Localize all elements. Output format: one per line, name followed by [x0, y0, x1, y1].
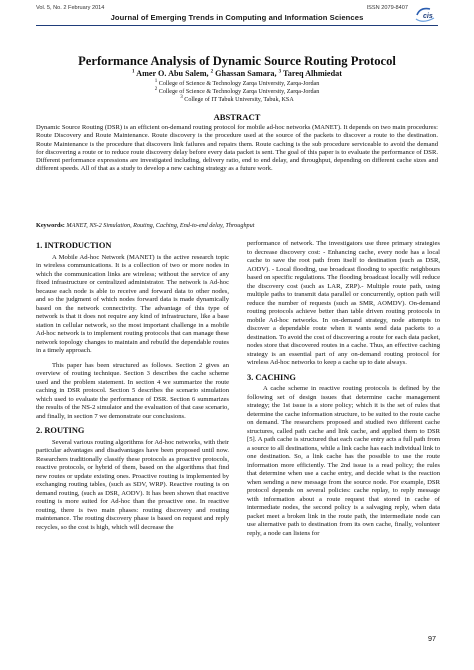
section-heading: 2. ROUTING: [36, 426, 85, 435]
author-mark: 2: [210, 69, 214, 75]
affiliation-mark: 2: [154, 86, 158, 92]
page-number: 97: [428, 634, 436, 643]
affiliation-mark: 3: [180, 94, 183, 100]
body-paragraph: Several various routing algorithms for Ad-hoc networks, with their particular advantages and disadvantages have been proposed until now. Researchers traditionally classify these protocols as proactive protocols, reactive protocols, or hybrid of them, based on the algorithms that find new routes or update existing ones. Proactive routing is implemented by exchanging routing tables, (such as SDV, WRP). Reactive routing is on demand routing, (such as DSR, AODV). It has been shown that reactive routing is more suited for Ad-hoc than the proactive one. In reactive routing, there is two main phases: routing discovery and routing maintenance. The routing discovery phase is based on request and reply recycles, so the cost is high, which will decrease the: [36, 438, 229, 531]
author-name: Tareq Alhmiedat: [283, 69, 342, 78]
keywords-label: Keywords:: [36, 222, 65, 229]
journal-name: Journal of Emerging Trends in Computing and Information Sciences: [110, 13, 364, 22]
affiliation: [0, 94, 474, 103]
author-list: [0, 69, 474, 78]
affiliation: [0, 78, 474, 87]
volume-info: Vol. 5, No. 2 February 2014: [36, 5, 105, 11]
author-mark: 3: [278, 69, 282, 75]
abstract-text: Dynamic Source Routing (DSR) is an efficient on-demand routing protocol for mobile ad-hoc networks (MANET). It depends on two main procedures: Route Discovery and Route Maintenance. Route discovery is the procedure used at the source of the packets to discover a route to the destination. Route Maintenance is the procedure that discovers link failures and repairs them. Route caching is the sub procedure serviceable to avoid the demand for discovering a route or to reduce route discovery delay before every data packet is sent. The goal of this paper is to evaluate the performance of DSR. Different performance expressions are investigated including, delivery ratio, end to end delay, and throughput, depending on different cache sizes and different speeds. All of that as a study to develop a new caching strategy as a future work.: [36, 124, 438, 173]
journal-logo-icon: [414, 6, 440, 24]
section-heading: 3. CACHING: [247, 372, 296, 382]
author-mark: 1: [132, 69, 135, 75]
affiliation-text: College of Science & Technology Zarqa University, Zarqa-Jordan: [158, 89, 320, 95]
paper-title: Performance Analysis of Dynamic Source Routing Protocol: [78, 54, 396, 68]
header-rule: [36, 25, 438, 26]
affiliation: [0, 86, 474, 95]
body-paragraph: A Mobile Ad-hoc Network (MANET) is the active research topic in wireless communications. It is a collection of two or more nodes in which the communication links are wireless; without the service of any fixed infrastructure or centralized administrator. The network is Ad-hoc because each node is able to receive and forward data to other nodes, and so the judgment of which nodes forward data is made dynamically based on the network connectivity. The advantage of this type of network is that it does not require any kind of infrastructure, like a base station in cellular network, so the most important challenge in a mobile Ad-hoc network is to implement routing protocols that can manage these network topology changes to maintain and rebuild the dependable routes in a timely approach.: [36, 253, 229, 354]
affiliation-text: College of Science & Technology Zarqa University, Zarqa-Jordan: [158, 81, 320, 87]
affiliation-text: College of IT Tabuk University, Tabuk, KSA: [184, 97, 294, 103]
author-name: Amer O. Abu Salem,: [136, 69, 211, 78]
right-column: [247, 240, 440, 544]
keywords: [36, 222, 438, 229]
author-name: Ghassan Samara,: [215, 69, 279, 78]
body-paragraph: performance of network. The investigators use three primary strategies to decrease discovery cost: - Enhancing cache, every node has a local cache to save the root path from itself to destination (such as DSR, AODV). - Local flooding, use broadcast flooding to specific neighbours based on specific regulations. The flooding broadcast locally will reduce the discovery cost (such as LAR, ZRP).- Multiple route path, using multiple paths to transmit data parallel or concurrently, option path will reduce the number of requests (such as SMR, AOMDV). On-demand routing protocols achieve better than table driven routing protocols in mobile Ad-hoc networks. In on-demand strategy, node attempts to discover a dependable route when it wants send data packets to a destination. To avoid the cost of discovering a route for each data packet, nodes store that discovered routes in a cache. Thus, an effective caching strategy is an essential part of any on-demand routing protocol for wireless Ad-hoc networks to keep a cache up to date always.: [247, 240, 440, 366]
affiliation-mark: 1: [154, 78, 158, 84]
issn: ISSN 2079-8407: [366, 5, 408, 11]
body-paragraph: This paper has been structured as follows. Section 2 gives an overview of routing technique. Section 3 describes the cache scheme used and the problem statement. In section 4 we summarize the route caching in DSR protocol. Section 5 describes the scenario simulation which used to evaluate the performance of DSR. Section 6 summarizes the results of the NS-2 simulator and the evaluation of that case scenario, and finally, in section 7 we demonstrate our conclusions.: [36, 361, 229, 420]
abstract-heading: ABSTRACT: [213, 112, 261, 122]
keywords-text: MANET, NS-2 Simulation, Routing, Caching, End-to-end delay, Throughput: [66, 222, 255, 229]
left-column: [36, 240, 229, 538]
section-heading: 1. INTRODUCTION: [36, 241, 112, 250]
body-paragraph: A cache scheme in reactive routing protocols is defined by the following set of design issues that determine cache management strategy; the 1st issue is a store policy; which it is the set of rules that determine the cache information structure, to be suited to the route cache on demand. The researchers proposed and studied two different cache structures, called path cache and link cache, and applied them to DSR [5]. A path cache is structured that each cache entry acts a full path from a source to all destinations, while a link cache has each individual link to one destination. So, a link cache has the possible to use the route information more efficiently. The 2nd issue is a read policy; the rules that determine when use a cache entry, and decide what is the reaction when sending a new message from the source node. For example, DSR protocol depends on several policies: cache replay, to reply message with information about a route request that stored in cache of intermediate nodes, the second policy is a salvaging reply, when data packet meet a broken link in the route path, the intermediate node can use alternative path to destination from its own cache, finally, volunteer reply, a node can listens for: [247, 385, 440, 537]
logo-text: cis: [423, 13, 433, 20]
